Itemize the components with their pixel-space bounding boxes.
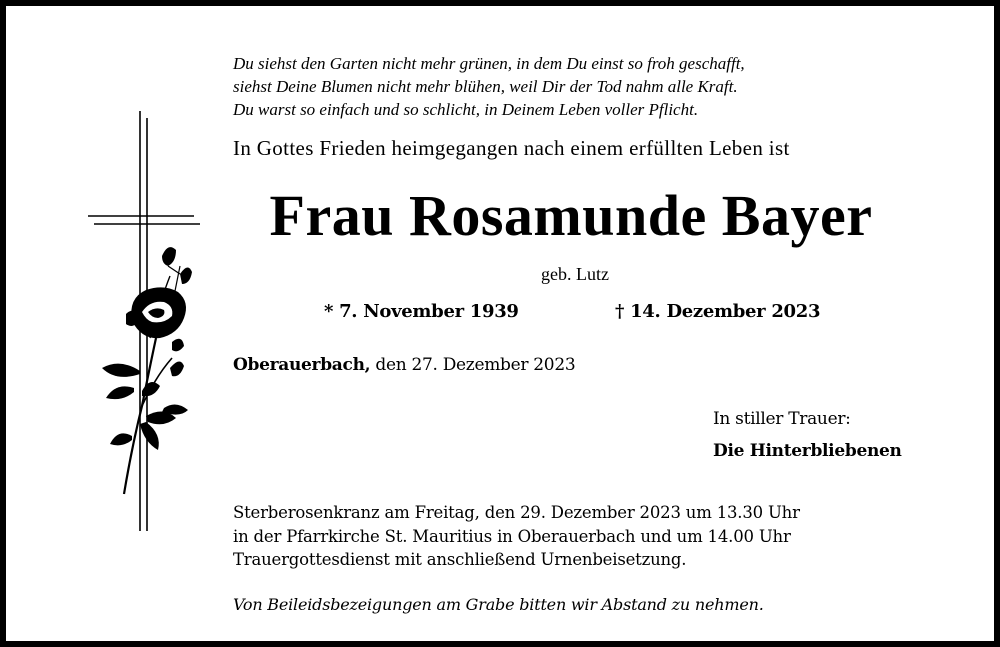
service-details [233, 501, 800, 572]
mourners-heading: In stiller Trauer: [713, 409, 851, 429]
service-line: Sterberosenkranz am Freitag, den 29. Dezember 2023 um 13.30 Uhr [233, 503, 800, 522]
place-name: Oberauerbach, [233, 355, 371, 375]
mourners-signature: Die Hinterbliebenen [713, 441, 902, 461]
deceased-name: Frau Rosamunde Bayer [269, 183, 873, 248]
poem-line: Du siehst den Garten nicht mehr grünen, in dem Du einst so froh geschafft, [233, 54, 745, 73]
poem [233, 52, 745, 121]
closing-note: Von Beileidsbezeigungen am Grabe bitten wir Abstand zu nehmen. [233, 595, 764, 614]
death-date: † 14. Dezember 2023 [615, 301, 821, 322]
place-and-date [233, 355, 575, 375]
cross-with-rose-icon [84, 106, 209, 536]
poem-line: Du warst so einfach und so schlicht, in Deinem Leben voller Pflicht. [233, 100, 699, 119]
service-line: Trauergottesdienst mit anschließend Urnenbeisetzung. [233, 550, 687, 569]
service-line: in der Pfarrkirche St. Mauritius in Oberauerbach und um 14.00 Uhr [233, 526, 791, 546]
poem-line: siehst Deine Blumen nicht mehr blühen, weil Dir der Tod nahm alle Kraft. [233, 77, 738, 96]
maiden-name: geb. Lutz [541, 264, 609, 284]
intro-text: In Gottes Frieden heimgegangen nach einem erfüllten Leben ist [233, 136, 790, 160]
notice-date: den 27. Dezember 2023 [375, 355, 576, 375]
birth-date: * 7. November 1939 [324, 301, 519, 322]
